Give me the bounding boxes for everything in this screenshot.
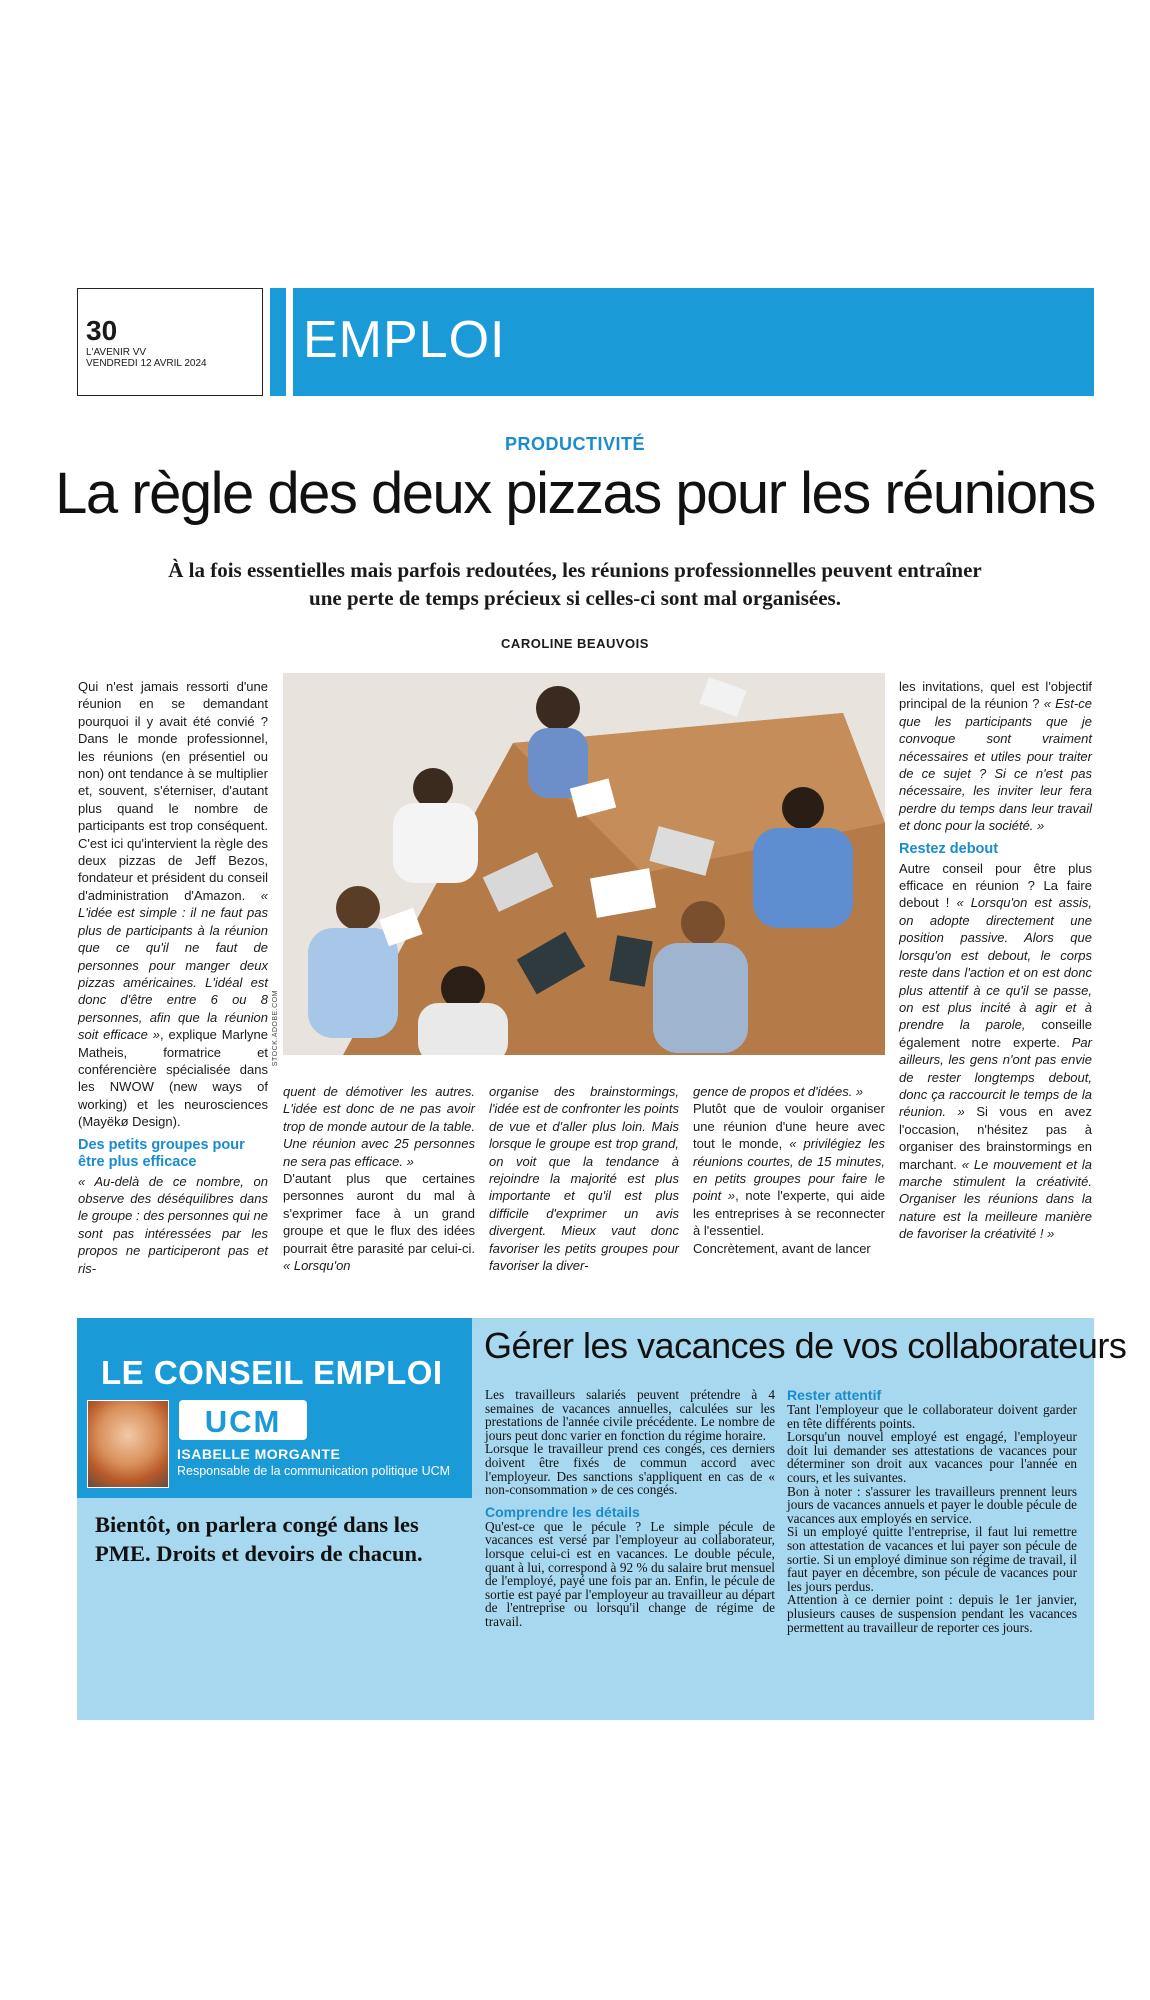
ucm-logo-text: UCM — [204, 1404, 282, 1439]
conseil-paragraph: Les travailleurs salariés peuvent prétendre à 4 semaines de vacances annuelles, calculées sur les prestations de l'année civile précédente. Le nombre de jours peut donc varier en fonction du régime horaire. — [485, 1387, 775, 1443]
paragraph-text: Plutôt que de vouloir organiser une réunion d'une heure avec tout le monde, — [693, 1101, 885, 1152]
conseil-subhead: Comprendre les détails — [485, 1503, 640, 1520]
article-paragraph — [899, 860, 1092, 1243]
article-paragraph — [693, 1100, 885, 1239]
quote-text: Par ailleurs, les gens n'ont pas envie de rester longtemps debout, donc ça raccourcit le temps de la réunion. » — [899, 1034, 1092, 1120]
article-column-3 — [489, 1083, 679, 1274]
article-subhead: Restez debout — [899, 840, 999, 857]
article-byline: CAROLINE BEAUVOIS — [501, 636, 649, 651]
quote-text: « Lorsqu'on est assis, on adopte directement une position passive. Alors que lorsqu'on est debout, le corps reste dans l'action et on est donc plus attentif à ce qu'il se passe, on est plus incité à agir et à prendre la parole, — [899, 895, 1092, 1033]
ucm-logo — [179, 1400, 307, 1440]
quote-text: « Le mouvement et la marche stimulent la créativité. Organiser les réunions dans la nature est la meilleure manière de favoriser la créativité ! » — [899, 1156, 1092, 1242]
rubric-banner — [293, 288, 1094, 396]
conseil-column-2 — [787, 1388, 1077, 1634]
meeting-photo-illustration — [283, 673, 885, 1055]
conseil-header — [77, 1318, 472, 1498]
quote-text: quent de démotiver les autres. L'idée est donc de ne pas avoir trop de monde autour de la table. Une réunion avec 25 personnes ne sera pas efficace. » — [283, 1084, 475, 1169]
publication-info — [86, 347, 207, 369]
conseil-paragraph: Attention à ce dernier point : depuis le 1er janvier, plusieurs causes de suspension pendant les vacances permettent au travailleur de reporter ces jours. — [787, 1592, 1077, 1635]
conseil-paragraph: Tant l'employeur que le collaborateur doivent garder en tête différents points. — [787, 1402, 1077, 1431]
conseil-paragraph: Lorsqu'un nouvel employé est engagé, l'employeur doit lui demander ses attestations de vacances pour déterminer son droit aux vacances pour l'année en cours, et les suivantes. — [787, 1429, 1077, 1485]
article-paragraph — [78, 678, 268, 1131]
conseil-author-role: Responsable de la communication politique UCM — [177, 1464, 451, 1478]
article-paragraph — [283, 1170, 475, 1274]
paragraph-text: Autre conseil pour être plus efficace en réunion ? La faire debout ! — [899, 860, 1092, 911]
conseil-paragraph: Lorsque le travailleur prend ces congés, ces derniers doivent être fixés de commun accord avec l'employeur. Des sanctions s'appliquent en cas de « non-consommation » de ces congés. — [485, 1441, 775, 1498]
quote-text: « Est-ce que les participants que je convoque sont vraiment nécessaires et utiles pour traiter de ce sujet ? Si ce n'est pas nécessaire, les inviter leur fera perdre du temps dans leur travail et donc pour la société. » — [899, 696, 1092, 834]
paragraph-text: les invitations, quel est l'objectif principal de la réunion ? — [899, 679, 1092, 712]
publication-name: L'AVENIR VV — [86, 347, 147, 358]
article-title: La règle des deux pizzas pour les réunions — [55, 461, 1095, 526]
conseil-title: Gérer les vacances de vos collaborateurs — [484, 1325, 1127, 1366]
rubric-title: EMPLOI — [303, 311, 506, 369]
article-paragraph — [899, 678, 1092, 835]
quote-text: « Lorsqu'on — [283, 1258, 351, 1274]
paragraph-text: , note l'experte, qui aide les entreprises à se reconnecter à l'essentiel. — [693, 1188, 885, 1239]
paragraph-text: Qui n'est jamais ressorti d'une réunion en se demandant pourquoi il y avait été convié ? Dans le monde professionnel, les réunions (en présentiel ou non) ont tendance à se multiplier et, souvent, s'éterniser, d'autant plus quand le nombre de participants est trop conséquent. C'est ici qu'intervient la règle des deux pizzas de Jeff Bezos, fondateur et président du conseil d'administration d'Amazon. — [78, 679, 268, 903]
conseil-paragraph: Qu'est-ce que le pécule ? Le simple pécule de vacances est versé par l'employeur au collaborateur, lorsque celui-ci est en vacances. Le double pécule, quant à lui, correspond à 92 % du salaire brut mensuel de l'employé, payé une fois par an. Enfin, le pécule de sortie est payé par l'employeur au travailleur au départ de l'entreprise ou lorsqu'il change de régime de travail. — [485, 1518, 775, 1629]
article-column-1 — [78, 678, 268, 1277]
quote-text: « privilégiez les réunions courtes, de 15 minutes, en petits groupes pour faire le point » — [693, 1136, 885, 1204]
article-lead: À la fois essentielles mais parfois redoutées, les réunions professionnelles peuvent entraîner une perte de temps précieux si celles-ci sont mal organisées. — [168, 558, 982, 610]
article-subhead: Des petits groupes pour être plus efficace — [78, 1136, 245, 1170]
conseil-column-1 — [485, 1388, 775, 1629]
article-column-5 — [899, 678, 1092, 1243]
conseil-label: LE CONSEIL EMPLOI — [101, 1354, 443, 1391]
quote-text: « L'idée est simple : il ne faut pas plus de participants à la réunion que ce qu'il ne faut de personnes pour manger deux pizzas américaines. L'idéal est donc d'être entre 6 ou 8 personnes, afin que la réunion soit efficace » — [78, 887, 268, 1043]
meeting-photo — [283, 673, 885, 1055]
page-number-box — [77, 288, 263, 396]
rubric-accent-bar — [270, 288, 286, 396]
publication-date: VENDREDI 12 AVRIL 2024 — [86, 358, 207, 369]
article-column-2 — [283, 1083, 475, 1274]
paragraph-text: Si vous en avez l'occasion, n'hésitez pas à organiser des brainstormings en marchant. — [899, 1104, 1092, 1172]
article-kicker: PRODUCTIVITÉ — [504, 434, 645, 454]
conseil-teaser: Bientôt, on parlera congé dans les PME. Droits et devoirs de chacun. — [95, 1512, 423, 1566]
conseil-paragraph: Si un employé quitte l'entreprise, il faut lui remettre son attestation de vacances et lui payer son pécule de sortie. Si un employé diminue son régime de travail, il faut payer en décembre, son pécule de vacances pour les jours perdus. — [787, 1524, 1077, 1594]
conseil-author: ISABELLE MORGANTE — [177, 1446, 341, 1462]
paragraph-text: D'autant plus que certaines personnes auront du mal à s'exprimer face à un grand groupe et que le flux des idées pourrait être parasité par celui-ci. — [283, 1171, 475, 1256]
author-portrait — [87, 1400, 169, 1488]
quote-text: gence de propos et d'idées. » — [693, 1084, 864, 1099]
conseil-subhead: Rester attentif — [787, 1387, 882, 1403]
article-paragraph: Concrètement, avant de lancer — [693, 1240, 871, 1256]
article-column-4 — [693, 1083, 885, 1257]
photo-credit: STOCK.ADOBE.COM — [272, 990, 279, 1067]
page-number: 30 — [86, 315, 118, 346]
conseil-paragraph: Bon à noter : s'assurer les travailleurs prennent leurs jours de vacances annuels et payer le double pécule de vacances aux employés en service. — [787, 1483, 1077, 1526]
paragraph-text: , explique Marlyne Matheis, formatrice et conférencière spécialisée dans les NWOW (new ways of working) et les neurosciences (Mayëkø Design). — [78, 1027, 268, 1130]
quote-text: « Au-delà de ce nombre, on observe des déséquilibres dans le groupe : des personnes qui ne sont pas intéressées par les propos ne participeront pas et ris- — [78, 1173, 268, 1276]
quote-text: organise des brainstormings, l'idée est de confronter les points de vue et d'aller plus loin. Mais lorsque le groupe est trop grand, on voit que la tendance à rejoindre la majorité est plus importante et qu'il est plus difficile d'exprimer un avis divergent. Mieux vaut donc favoriser les petits groupes pour favoriser la diver- — [489, 1084, 679, 1274]
paragraph-text: conseille également notre experte. — [899, 1017, 1092, 1050]
